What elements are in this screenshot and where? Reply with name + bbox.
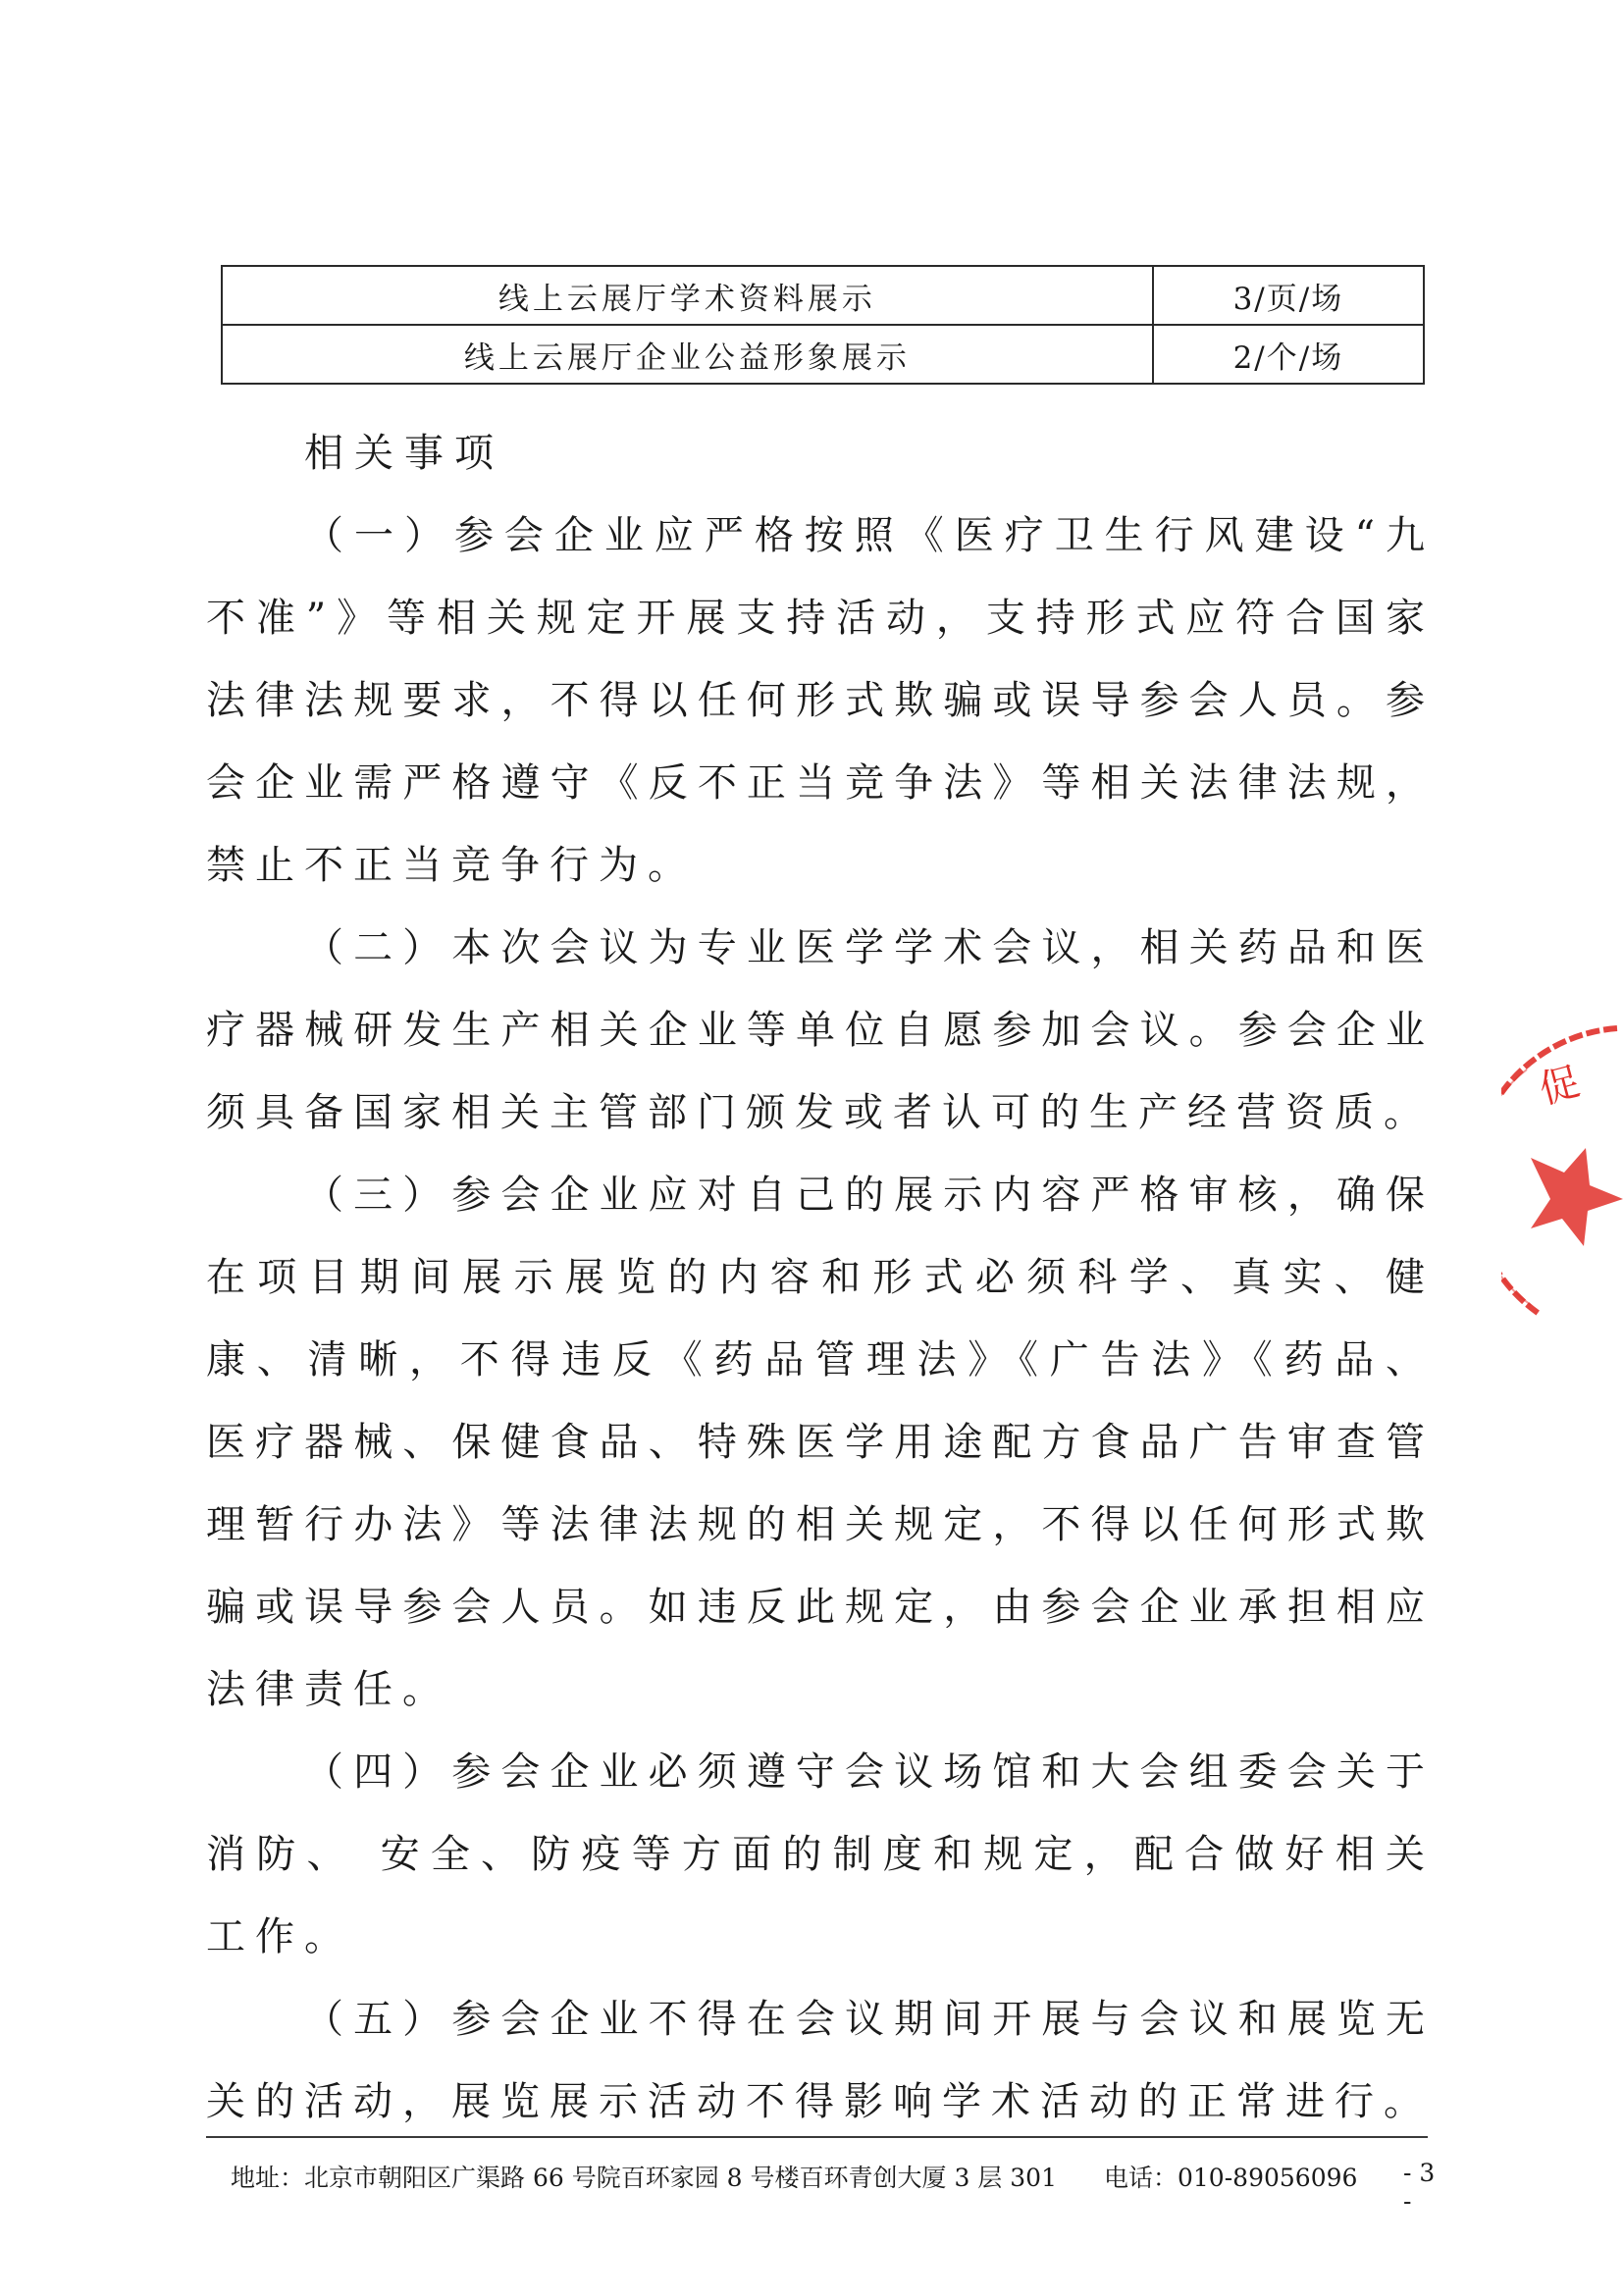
table-cell-price: 3/页/场 <box>1153 266 1424 325</box>
footer-divider <box>206 2136 1428 2138</box>
paragraph-1: （一）参会企业应严格按照《医疗卫生行风建设“九不准”》等相关规定开展支持活动，支持形式应符合国家法律法规要求，不得以任何形式欺骗或误导参会人员。参会企业需严格遵守《反不正当竞争法》等相关法律法规，禁止不正当竞争行为。 <box>206 513 1435 888</box>
table-row <box>222 325 1424 384</box>
paragraph-2: （二）本次会议为专业医学学术会议，相关药品和医疗器械研发生产相关企业等单位自愿参加会议。参会企业须具备国家相关主管部门颁发或者认可的生产经营资质。 <box>206 925 1435 1135</box>
seal-star-icon <box>1531 1148 1623 1246</box>
table-cell-item: 线上云展厅企业公益形象展示 <box>222 325 1153 384</box>
page-footer <box>231 2159 1447 2216</box>
paragraph-3: （三）参会企业应对自己的展示内容严格审核，确保在项目期间展示展览的内容和形式必须科学、真实、健康、清晰，不得违反《药品管理法》《广告法》《药品、医疗器械、保健食品、特殊医学用途配方食品广告审查管理暂行办法》等法律法规的相关规定，不得以任何形式欺骗或误导参会人员。如违反此规定，由参会企业承担相应法律责任。 <box>206 1173 1435 1712</box>
fee-table <box>221 265 1425 385</box>
footer-phone: 电话：010-89056096 <box>1104 2164 1358 2192</box>
paragraph-5: （五）参会企业不得在会议期间开展与会议和展览无关的活动，展览展示活动不得影响学术活动的正常进行。 <box>206 1997 1435 2124</box>
table-row <box>222 266 1424 325</box>
seal-text: 促 <box>1534 1059 1585 1114</box>
table-cell-item: 线上云展厅学术资料展示 <box>222 266 1153 325</box>
footer-address: 地址：北京市朝阳区广渠路 66 号院百环家园 8 号楼百环青创大厦 3 层 301 <box>231 2164 1057 2192</box>
section-heading: 相关事项 <box>304 431 504 476</box>
red-seal-stamp <box>1501 1011 1623 1334</box>
paragraph-4: （四）参会企业必须遵守会议场馆和大会组委会关于消防、 安全、防疫等方面的制度和规定，配合做好相关工作。 <box>206 1749 1435 1959</box>
table-cell-price: 2/个/场 <box>1153 325 1424 384</box>
body-text <box>206 412 1435 2143</box>
page-number: - 3 - <box>1403 2159 1436 2216</box>
